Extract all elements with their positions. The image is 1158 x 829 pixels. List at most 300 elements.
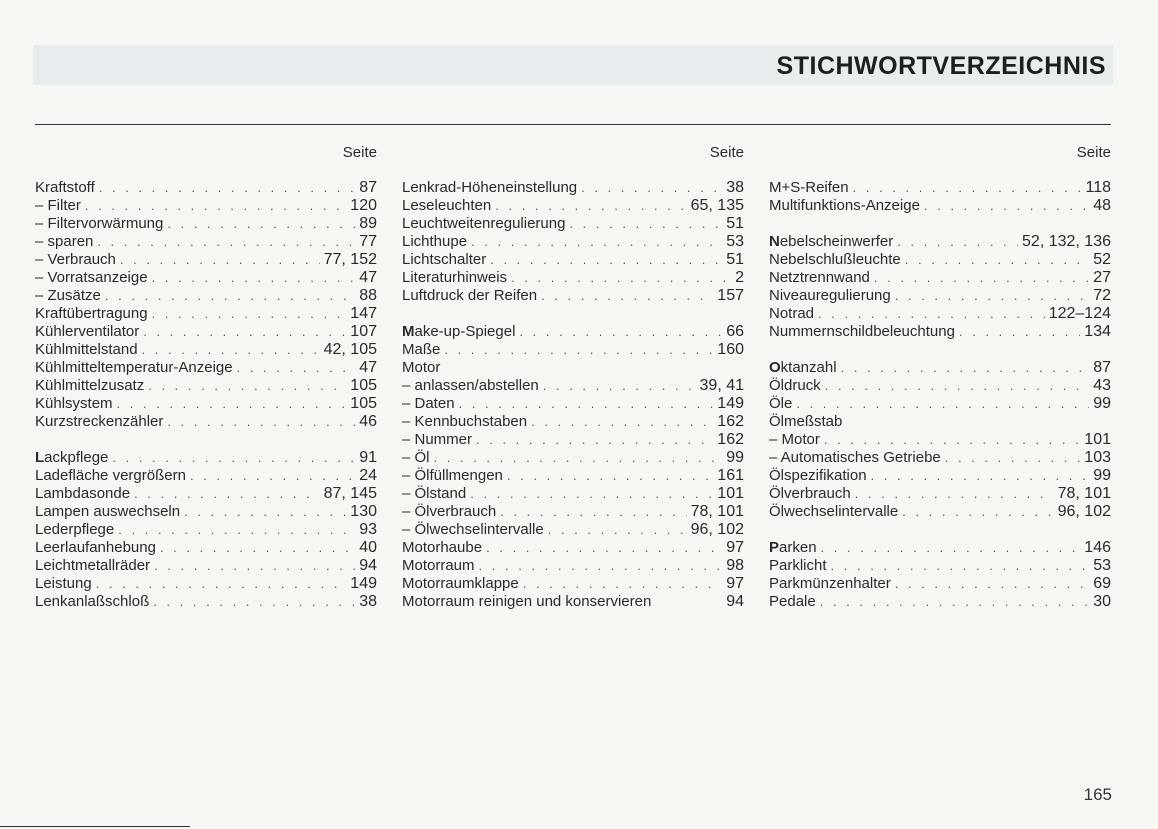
index-entry (35, 341, 377, 359)
entry-page: 43 (1093, 377, 1111, 394)
index-entry (769, 503, 1111, 521)
entry-page: 78, 101 (690, 503, 744, 520)
entry-text: ebelscheinwerfer (779, 233, 894, 250)
entry-text: Ölmeßstab (769, 413, 843, 430)
index-entry (769, 197, 1111, 215)
entry-text: Kühlerventilator (35, 323, 140, 340)
entry-term (402, 377, 539, 395)
entry-text: Motorraumklappe (402, 575, 519, 592)
entry-term (35, 413, 163, 431)
page-number: 165 (1083, 785, 1112, 804)
entry-text: Leerlaufanhebung (35, 539, 156, 556)
entry-text: Kühlsystem (35, 395, 113, 412)
entry-text: Leuchtweitenregulierung (402, 215, 566, 232)
entry-page: 78, 101 (1057, 485, 1111, 502)
entry-term (402, 539, 482, 557)
entry-page: 105 (350, 377, 377, 394)
column-label: Seite (709, 144, 744, 161)
entry-term (402, 323, 515, 341)
entry-page: 51 (726, 251, 744, 268)
entry-term (402, 179, 577, 197)
entry-text: Lampen auswechseln (35, 503, 181, 520)
entry-page: 93 (359, 521, 377, 538)
index-entry (402, 233, 744, 251)
entry-page: 24 (359, 467, 377, 484)
leader-dots (434, 449, 723, 467)
entry-page: 87, 145 (323, 485, 377, 502)
leader-dots (519, 323, 722, 341)
entry-term (35, 593, 149, 611)
entry-page: 160 (717, 341, 744, 358)
index-entry (769, 485, 1111, 503)
index-column-3 (769, 144, 1111, 611)
index-entry (402, 413, 744, 431)
entry-term (402, 431, 472, 449)
entry-page: 103 (1084, 449, 1111, 466)
entry-page: 146 (1084, 539, 1111, 556)
entry-term (402, 467, 503, 485)
leader-dots (818, 305, 1045, 323)
leader-dots (895, 575, 1089, 593)
index-entry (769, 431, 1111, 449)
entry-page: 99 (726, 449, 744, 466)
leader-dots (511, 269, 731, 287)
entry-text: Motorhaube (402, 539, 483, 556)
entry-page: 149 (717, 395, 744, 412)
index-entry (769, 233, 1111, 251)
section-initial: L (35, 449, 45, 466)
index-entry (769, 593, 1111, 611)
index-entry (35, 269, 377, 287)
leader-dots (153, 593, 355, 611)
leader-dots (541, 287, 713, 305)
entry-text: Kraftübertragung (35, 305, 148, 322)
index-entry (402, 485, 744, 503)
index-entry (35, 413, 377, 431)
entry-page: 99 (1093, 467, 1111, 484)
leader-dots (160, 539, 355, 557)
entry-page: 87 (359, 179, 377, 196)
entry-term (35, 179, 95, 197)
leader-dots (895, 287, 1089, 305)
entry-term (35, 449, 108, 467)
entry-text: Kühlmittelzusatz (35, 377, 145, 394)
entry-term (402, 503, 496, 521)
entry-text: Motorraum (402, 557, 475, 574)
section-initial: P (769, 539, 780, 556)
entry-page: 42, 105 (323, 341, 377, 358)
index-entry (402, 575, 744, 593)
index-entry (35, 323, 377, 341)
index-entry (402, 431, 744, 449)
section-initial: O (769, 359, 781, 376)
leader-dots (118, 521, 355, 539)
entry-term (769, 467, 867, 485)
entry-page: 46 (359, 413, 377, 430)
leader-dots (105, 287, 355, 305)
entry-page: 52 (1093, 251, 1111, 268)
entry-page: 52, 132, 136 (1022, 233, 1111, 250)
entry-term (35, 557, 150, 575)
entry-text: Multifunktions-Anzeige (769, 197, 920, 214)
entry-page: 47 (359, 269, 377, 286)
entry-term (769, 197, 920, 215)
index-entry (402, 341, 744, 359)
entry-term (769, 449, 941, 467)
entry-term (769, 359, 837, 377)
leader-dots (112, 449, 355, 467)
entry-text: Kühlmitteltemperatur-Anzeige (35, 359, 233, 376)
entry-page: 77 (359, 233, 377, 250)
entry-term (35, 287, 101, 305)
index-entry (769, 395, 1111, 413)
entry-page: 97 (726, 575, 744, 592)
index-entry (402, 539, 744, 557)
entry-text: Lenkanlaßschloß (35, 593, 150, 610)
entry-term (402, 251, 486, 269)
entry-term (769, 323, 955, 341)
entry-term (769, 593, 816, 611)
entry-gap (769, 341, 1111, 359)
entry-page: 38 (726, 179, 744, 196)
entry-page: 162 (717, 413, 744, 430)
entry-page: 101 (717, 485, 744, 502)
entry-text: Ölspezifikation (769, 467, 867, 484)
leader-dots (841, 359, 1090, 377)
entry-text: – Ölverbrauch (402, 503, 497, 520)
leader-dots (543, 377, 696, 395)
entry-text: Lichtschalter (402, 251, 487, 268)
entry-term (402, 287, 537, 305)
entry-text: – Nummer (402, 431, 473, 448)
entry-term (769, 251, 901, 269)
entry-page: 89 (359, 215, 377, 232)
leader-dots (824, 431, 1080, 449)
entry-term (402, 521, 544, 539)
entry-text: Lambdasonde (35, 485, 131, 502)
index-entry (402, 395, 744, 413)
footer-rule (0, 826, 190, 827)
index-entry (35, 233, 377, 251)
entry-text: – Kennbuchstaben (402, 413, 528, 430)
entry-text: – Daten (402, 395, 455, 412)
leader-dots (831, 557, 1090, 575)
index-entry (35, 539, 377, 557)
entry-page: 99 (1093, 395, 1111, 412)
leader-dots (134, 485, 320, 503)
leader-dots (190, 467, 355, 485)
entry-text: Motorraum reinigen und konservieren (402, 593, 652, 610)
entry-page: 40 (359, 539, 377, 556)
entry-page: 66 (726, 323, 744, 340)
entry-text: – Ölstand (402, 485, 467, 502)
leader-dots (152, 305, 347, 323)
entry-text: Literaturhinweis (402, 269, 508, 286)
entry-term (769, 233, 893, 251)
entry-text: – sparen (35, 233, 94, 250)
entry-page: 87 (1093, 359, 1111, 376)
entry-term (769, 539, 817, 557)
entry-term (769, 575, 891, 593)
entry-page: 2 (735, 269, 744, 286)
entry-text: Nebelschlußleuchte (769, 251, 901, 268)
index-column-1 (35, 144, 377, 611)
index-entry (35, 449, 377, 467)
leader-dots (853, 179, 1082, 197)
index-entry (35, 287, 377, 305)
index-entry (769, 539, 1111, 557)
leader-dots (120, 251, 320, 269)
entry-term (769, 485, 851, 503)
entry-term (769, 503, 898, 521)
entry-page: 161 (717, 467, 744, 484)
entry-term (769, 269, 870, 287)
entry-term (402, 413, 527, 431)
entry-page: 96, 102 (1057, 503, 1111, 520)
index-entry (769, 179, 1111, 197)
index-entry (769, 557, 1111, 575)
entry-term (402, 485, 466, 503)
leader-dots (459, 395, 714, 413)
leader-dots (143, 323, 346, 341)
index-entry (769, 575, 1111, 593)
entry-text: Ölwechselintervalle (769, 503, 899, 520)
index-entry (35, 251, 377, 269)
entry-text: ackpflege (44, 449, 109, 466)
index-entry (402, 377, 744, 395)
entry-text: Leichtmetallräder (35, 557, 151, 574)
leader-dots (959, 323, 1080, 341)
entry-text: – Ölwechselintervalle (402, 521, 544, 538)
index-entry (35, 179, 377, 197)
leader-dots (471, 233, 722, 251)
leader-dots (154, 557, 355, 575)
entry-gap (35, 431, 377, 449)
entry-term (402, 215, 565, 233)
entry-text: Parkmünzenhalter (769, 575, 891, 592)
index-entry (402, 251, 744, 269)
leader-dots (237, 359, 356, 377)
entry-term (35, 305, 148, 323)
index-entry (402, 197, 744, 215)
entry-text: ake-up-Spiegel (414, 323, 516, 340)
leader-dots (85, 197, 346, 215)
index-column-2 (402, 144, 744, 611)
index-entry (35, 467, 377, 485)
column-label: Seite (342, 144, 377, 161)
entry-text: Ölverbrauch (769, 485, 851, 502)
entry-term (769, 557, 827, 575)
entry-term (769, 377, 821, 395)
index-entry (769, 269, 1111, 287)
leader-dots (96, 575, 347, 593)
leader-dots (569, 215, 722, 233)
entry-text: – Öl (402, 449, 430, 466)
leader-dots (490, 251, 722, 269)
index-entry (402, 593, 744, 611)
index-entry (769, 449, 1111, 467)
index-entry (402, 557, 744, 575)
leader-dots (855, 485, 1054, 503)
entry-text: Öle (769, 395, 793, 412)
leader-dots (99, 179, 355, 197)
entry-gap (769, 521, 1111, 539)
entry-term (35, 359, 233, 377)
leader-dots (531, 413, 713, 431)
column-label: Seite (1076, 144, 1111, 161)
entry-page: 77, 152 (323, 251, 377, 268)
entry-page: 147 (350, 305, 377, 322)
index-entry (402, 215, 744, 233)
entry-page: 53 (1093, 557, 1111, 574)
entry-text: – Motor (769, 431, 820, 448)
entry-page: 105 (350, 395, 377, 412)
entry-term (769, 179, 849, 197)
index-entry (769, 251, 1111, 269)
leader-dots (142, 341, 320, 359)
index-entry (402, 269, 744, 287)
leader-dots (495, 197, 686, 215)
entry-text: Maße (402, 341, 441, 358)
leader-dots (507, 467, 713, 485)
index-entry (402, 521, 744, 539)
entry-text: Netztrennwand (769, 269, 870, 286)
entry-text: Notrad (769, 305, 815, 322)
entry-page: 94 (726, 593, 744, 610)
leader-dots (470, 485, 713, 503)
entry-term (402, 341, 440, 359)
index-entry (402, 179, 744, 197)
index-entry (35, 377, 377, 395)
entry-term (35, 323, 139, 341)
entry-term (35, 197, 81, 215)
entry-text: Kraftstoff (35, 179, 95, 196)
entry-term (402, 557, 475, 575)
entry-page: 38 (359, 593, 377, 610)
entry-page: 91 (359, 449, 377, 466)
entry-text: Kurzstreckenzähler (35, 413, 164, 430)
leader-dots (476, 431, 713, 449)
entry-term (35, 251, 116, 269)
section-initial: M (402, 323, 415, 340)
index-entry (402, 359, 744, 377)
entry-term (35, 521, 114, 539)
entry-text: – Ölfüllmengen (402, 467, 503, 484)
leader-dots (486, 539, 722, 557)
leader-dots (167, 413, 355, 431)
index-entry (35, 575, 377, 593)
entry-page: 72 (1093, 287, 1111, 304)
entry-text: Leistung (35, 575, 92, 592)
entry-text: – Filter (35, 197, 81, 214)
index-entry (35, 557, 377, 575)
entry-term (769, 431, 820, 449)
entry-page: 107 (350, 323, 377, 340)
entry-page: 162 (717, 431, 744, 448)
leader-dots (523, 575, 722, 593)
entry-page: 97 (726, 539, 744, 556)
entry-page: 101 (1084, 431, 1111, 448)
entry-term (769, 395, 792, 413)
entry-term (402, 593, 651, 611)
entry-gap (402, 305, 744, 323)
entry-text: – Verbrauch (35, 251, 116, 268)
entry-page: 69 (1093, 575, 1111, 592)
entry-page: 39, 41 (699, 377, 744, 394)
index-entry (769, 413, 1111, 431)
index-entry (35, 359, 377, 377)
section-initial: N (769, 233, 780, 250)
leader-dots (500, 503, 686, 521)
entry-text: Ladefläche vergrößern (35, 467, 186, 484)
page-title: STICHWORTVERZEICHNIS (776, 52, 1106, 80)
entry-page: 27 (1093, 269, 1111, 286)
entry-page: 30 (1093, 593, 1111, 610)
index-entry (769, 323, 1111, 341)
index-entry (769, 467, 1111, 485)
index-entry (35, 593, 377, 611)
leader-dots (871, 467, 1090, 485)
entry-text: – anlassen/abstellen (402, 377, 539, 394)
entry-text: Lichthupe (402, 233, 468, 250)
leader-dots (796, 395, 1089, 413)
entry-page: 47 (359, 359, 377, 376)
leader-dots (924, 197, 1089, 215)
index-entry (769, 305, 1111, 323)
entry-text: – Filtervorwärmung (35, 215, 164, 232)
index-entry (35, 485, 377, 503)
entry-page: 51 (726, 215, 744, 232)
index-entry (35, 215, 377, 233)
entry-text: Niveauregulierung (769, 287, 891, 304)
entry-page: 94 (359, 557, 377, 574)
index-entry (402, 467, 744, 485)
entry-text: M+S-Reifen (769, 179, 849, 196)
entry-text: Nummernschildbeleuchtung (769, 323, 955, 340)
entry-page: 134 (1084, 323, 1111, 340)
leader-dots (825, 377, 1090, 395)
header-rule (35, 124, 1111, 125)
entry-text: Lenkrad-Höheneinstellung (402, 179, 578, 196)
entry-page: 157 (717, 287, 744, 304)
entry-term (402, 197, 491, 215)
entry-page: 122–124 (1048, 305, 1111, 322)
leader-dots (167, 215, 355, 233)
leader-dots (902, 503, 1053, 521)
entry-gap (769, 215, 1111, 233)
entry-term (35, 503, 180, 521)
entry-term (35, 269, 148, 287)
leader-dots (905, 251, 1089, 269)
entry-text: Parklicht (769, 557, 827, 574)
entry-text: Leseleuchten (402, 197, 492, 214)
entry-term (35, 215, 163, 233)
entry-page: 48 (1093, 197, 1111, 214)
entry-page: 53 (726, 233, 744, 250)
leader-dots (479, 557, 723, 575)
entry-term (35, 395, 113, 413)
entry-text: ktanzahl (780, 359, 837, 376)
index-entry (769, 377, 1111, 395)
index-entry (35, 395, 377, 413)
entry-text: Öldruck (769, 377, 821, 394)
index-entry (402, 287, 744, 305)
index-entry (402, 503, 744, 521)
leader-dots (152, 269, 356, 287)
leader-dots (184, 503, 346, 521)
entry-page: 118 (1085, 179, 1111, 196)
entry-page: 96, 102 (690, 521, 744, 538)
